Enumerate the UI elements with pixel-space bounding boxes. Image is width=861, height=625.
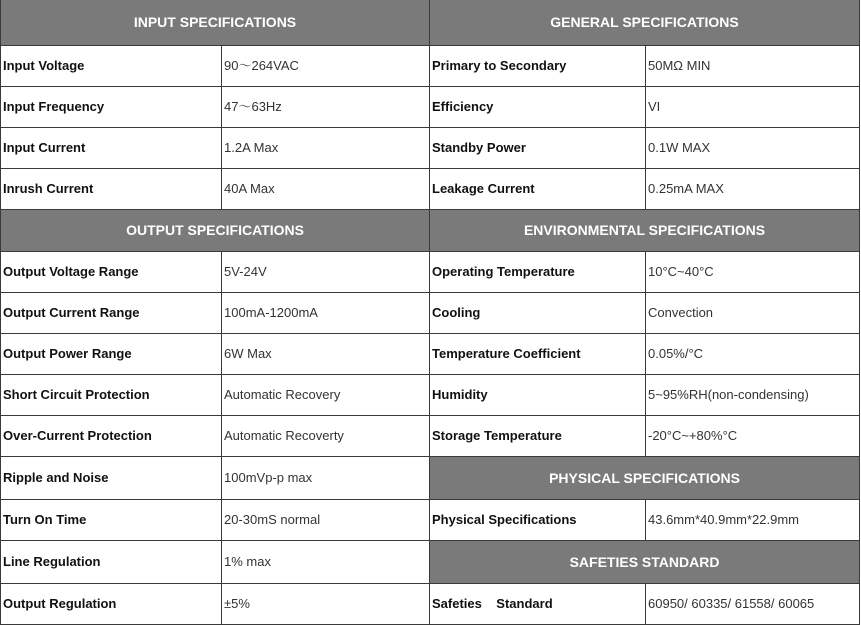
table-row	[1, 127, 860, 168]
output-specifications-header: OUTPUT SPECIFICATIONS	[1, 209, 430, 251]
spec-label: Input Frequency	[1, 86, 222, 127]
table-row	[1, 86, 860, 127]
spec-label: Output Power Range	[1, 333, 222, 374]
spec-label: Output Voltage Range	[1, 251, 222, 292]
spec-value: 90～264VAC	[222, 45, 430, 86]
spec-label: Operating Temperature	[430, 251, 646, 292]
spec-label: Primary to Secondary	[430, 45, 646, 86]
spec-value: 20-30mS normal	[222, 499, 430, 540]
spec-label: Leakage Current	[430, 168, 646, 209]
spec-label: Humidity	[430, 374, 646, 415]
spec-value: 1% max	[222, 540, 430, 583]
spec-value: 0.25mA MAX	[646, 168, 860, 209]
physical-specifications-header: PHYSICAL SPECIFICATIONS	[430, 456, 860, 499]
table-row	[1, 583, 860, 624]
table-row	[1, 415, 860, 456]
spec-value: 1.2A Max	[222, 127, 430, 168]
header-row	[1, 209, 860, 251]
spec-label: Storage Temperature	[430, 415, 646, 456]
table-row	[1, 292, 860, 333]
spec-value: 0.05%/°C	[646, 333, 860, 374]
environmental-specifications-header: ENVIRONMENTAL SPECIFICATIONS	[430, 209, 860, 251]
spec-value: 100mA-1200mA	[222, 292, 430, 333]
spec-label: Ripple and Noise	[1, 456, 222, 499]
spec-label: Input Voltage	[1, 45, 222, 86]
spec-value: 100mVp-p max	[222, 456, 430, 499]
spec-label: Turn On Time	[1, 499, 222, 540]
spec-label: Input Current	[1, 127, 222, 168]
spec-value: 5V-24V	[222, 251, 430, 292]
spec-value: 6W Max	[222, 333, 430, 374]
spec-value: 47～63Hz	[222, 86, 430, 127]
spec-label: Inrush Current	[1, 168, 222, 209]
spec-value: 10°C~40°C	[646, 251, 860, 292]
table-row	[1, 168, 860, 209]
spec-value: 50MΩ MIN	[646, 45, 860, 86]
spec-label: Standby Power	[430, 127, 646, 168]
spec-value: 43.6mm*40.9mm*22.9mm	[646, 499, 860, 540]
spec-value: 60950/ 60335/ 61558/ 60065	[646, 583, 860, 624]
spec-value: 40A Max	[222, 168, 430, 209]
spec-label: Over-Current Protection	[1, 415, 222, 456]
input-specifications-header: INPUT SPECIFICATIONS	[1, 0, 430, 45]
spec-value: 5~95%RH(non-condensing)	[646, 374, 860, 415]
spec-value: -20°C~+80%°C	[646, 415, 860, 456]
spec-label: Line Regulation	[1, 540, 222, 583]
table-row	[1, 540, 860, 583]
spec-label: Temperature Coefficient	[430, 333, 646, 374]
spec-label: Short Circuit Protection	[1, 374, 222, 415]
header-row	[1, 0, 860, 45]
spec-value: Automatic Recoverty	[222, 415, 430, 456]
table-row	[1, 456, 860, 499]
spec-value: VI	[646, 86, 860, 127]
spec-label: Output Regulation	[1, 583, 222, 624]
spec-value: ±5%	[222, 583, 430, 624]
table-row	[1, 374, 860, 415]
spec-label: Efficiency	[430, 86, 646, 127]
table-row	[1, 251, 860, 292]
general-specifications-header: GENERAL SPECIFICATIONS	[430, 0, 860, 45]
safeties-standard-header: SAFETIES STANDARD	[430, 540, 860, 583]
spec-value: 0.1W MAX	[646, 127, 860, 168]
table-row	[1, 45, 860, 86]
spec-value: Automatic Recovery	[222, 374, 430, 415]
spec-label: Safeties Standard	[430, 583, 646, 624]
table-row	[1, 333, 860, 374]
spec-label: Cooling	[430, 292, 646, 333]
spec-label: Physical Specifications	[430, 499, 646, 540]
table-row	[1, 499, 860, 540]
spec-value: Convection	[646, 292, 860, 333]
spec-label: Output Current Range	[1, 292, 222, 333]
